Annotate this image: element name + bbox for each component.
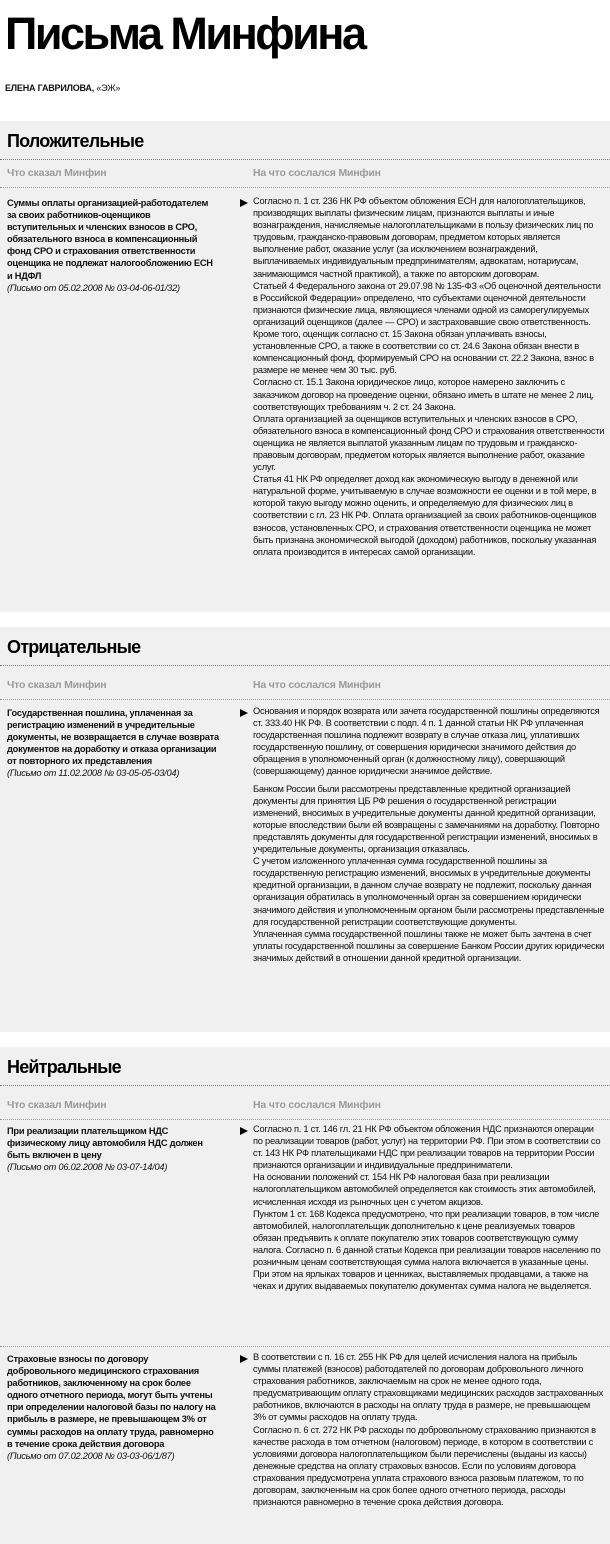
ruling-summary [7,197,219,294]
column-header-referred: На что сослался Минфин [253,1099,381,1111]
ruling-summary [7,1125,219,1173]
basis-paragraph: В соответствии с п. 16 ст. 255 НК РФ для целей исчисления налога на прибыль суммы платежей (взносов) работодателей по договорам добровольного личного страхования работников, заключаемым на срок не менее одного года, предусматривающим оплату страховщиками медицинских расходов застрахованных работников, включаются в расходы на оплату труда в размере, не превышающем 3% от суммы расходов на оплату труда. [253,1352,603,1423]
row-divider [0,1346,610,1347]
pointer-arrow-icon [240,709,248,717]
ruling-headline: Государственная пошлина, уплаченная за регистрацию изменений в учредительные документы, не возвращается в случае возврата документов на доработку и отказа организации от повторного их представления [7,708,219,767]
article-title: Письма Минфина [5,8,365,59]
basis-paragraph: Статья 41 НК РФ определяет доход как экономическую выгоду в денежной или натуральной форме, учитываемую в случае возможности ее оценки и в той мере, в которой такую выгоду можно оценить, и определяемую для физических лиц в соответствии с гл. 23 НК РФ. Оплата организацией за своих работников-оценщиков взносов, установленных СРО, и страхования ответственности оценщика не может быть признана экономической выгодой (доходом) работников, поскольку указанная оплата производится в интересах самой организации. [253,474,597,557]
basis-paragraph: С учетом изложенного уплаченная сумма государственной пошлины за государственную регистрацию изменений, вносимых в учредительные документы кредитной организации, в данном случае возврату не подлежит, поскольку данная организация обратилась в уполномоченный орган за совершением юридически значимого действия и уполномоченным органом были рассмотрены представленные для государственной регистрации соответствующие документы. [253,856,605,927]
row-divider [0,699,610,700]
column-header-said: Что сказал Минфин [7,1099,107,1111]
section-divider [0,665,610,666]
ruling-basis [253,195,605,558]
basis-paragraph: Статьей 4 Федерального закона от 29.07.98 № 135-ФЗ «Об оценочной деятельности в Российской Федерации» определено, что субъектами оценочной деятельности признаются физические лица, являющиеся членами одной из саморегулируемых организаций оценщиков (далее — СРО) и застраховавшие свою ответственность. Кроме того, оценщик согласно ст. 15 Закона обязан уплачивать взносы, установленные СРО, а также в соответствии со ст. 24.6 Закона обязан внести в компенсационный фонд, формируемый СРО на основании ст. 22.2 Закона, взнос в размере не менее чем 30 тыс. руб. [253,280,601,376]
ruling-letter-reference: (Письмо от 07.02.2008 № 03-03-06/1/87) [7,1450,175,1461]
section-neutral [0,1047,610,1544]
basis-paragraph: На основании положений ст. 154 НК РФ налоговая база при реализации налогоплательщиком автомобилей определяется как стоимость этих автомобилей, исчисленная исходя из рыночных цен с учетом акцизов. [253,1172,596,1207]
section-title: Отрицательные [7,637,141,657]
section-title: Положительные [7,131,144,151]
ruling-summary [7,1353,219,1462]
ruling-headline: Суммы оплаты организацией-работодателем за своих работников-оценщиков вступительных и членских взносов в СРО, обязательного взноса в компенсационный фонд СРО и страхования ответственности оценщика не подлежат налогообложению ЕСН и НДФЛ [7,198,213,281]
section-positive [0,121,610,612]
author-source: «ЭЖ» [96,83,121,93]
pointer-arrow-icon [240,1355,248,1363]
basis-paragraph: Оплата организацией за оценщиков вступительных и членских взносов в СРО, обязательного взноса в компенсационный фонд СРО и страхования ответственности оценщика не является выплатой указанным лицам по трудовым и гражданско-правовым договорам, предметом которых является выполнение работ, оказание услуг. [253,413,605,473]
ruling-basis [253,1123,605,1292]
basis-paragraph: Банком России были рассмотрены представленные кредитной организацией документы для принятия ЦБ РФ решения о государственной регистрации изменений, вносимых в учредительные документы данной кредитной организации, которые впоследствии были ей возвращены с замечаниями на доработку. Повторно представлять документы для государственной регистрации изменений, вносимых в учредительные документы, организация отказалась. [253,783,600,855]
column-header-referred: На что сослался Минфин [253,679,381,691]
basis-paragraph: Согласно п. 1 ст. 236 НК РФ объектом обложения ЕСН для налогоплательщиков, производящих выплаты физическим лицам, признаются выплаты и иные вознаграждения, начисляемые налогоплательщиками в пользу физических лиц по трудовым, гражданско-правовым договорам, предметом которых является выполнение работ, оказание услуг (за исключением вознаграждений, выплачиваемых индивидуальным предпринимателям, адвокатам, нотариусам, занимающимся частной практикой), а также по авторским договорам. [253,196,594,279]
article-byline [5,83,120,93]
ruling-headline: Страховые взносы по договору добровольного медицинского страхования работников, заключенному на срок более одного отчетного периода, могут быть учтены при определении налоговой базы по налогу на прибыль в размере, не превышающем 3% от суммы расходов на оплату труда, равномерно в течение срока действия договора [7,1354,216,1449]
ruling-letter-reference: (Письмо от 11.02.2008 № 03-05-05-03/04) [7,768,180,779]
column-header-referred: На что сослался Минфин [253,167,381,179]
row-divider [0,1119,610,1120]
basis-paragraph: Согласно п. 6 ст. 272 НК РФ расходы по добровольному страхованию признаются в качестве расхода в том отчетном (налоговом) периоде, в котором в соответствии с условиями договора налогоплательщиком были перечислены (выданы из кассы) денежные средства на оплату страховых взносов. Если по условиям договора страхования предусмотрена уплата страхового взноса разовым платежом, то по договорам, заключенным на срок более одного отчетного периода, расходы признаются равномерно в течение срока действия договора. [253,1424,596,1508]
section-title: Нейтральные [7,1057,121,1077]
pointer-arrow-icon [240,199,248,207]
column-header-said: Что сказал Минфин [7,679,107,691]
basis-paragraph: Основания и порядок возврата или зачета государственной пошлины определяются ст. 333.40 НК РФ. В соответствии с подп. 4 п. 1 данной статьи НК РФ уплаченная государственная пошлина подлежит возврату в случае отказа лиц, уплативших государственную пошлину, от совершения юридически значимого действия до обращения в уполномоченный орган (к должностному лицу), совершающий (совершающему) данное юридически значимое действие. [253,706,600,777]
author-name: ЕЛЕНА ГАВРИЛОВА, [5,83,94,93]
basis-paragraph: Уплаченная сумма государственной пошлины также не может быть зачтена в счет уплаты государственной пошлины за совершение Банком России других юридически значимых действий в отношении данной кредитной организации. [253,928,605,963]
basis-paragraph: Пунктом 1 ст. 168 Кодекса предусмотрено, что при реализации товаров, в том числе автомобилей, налогоплательщик дополнительно к цене реализуемых товаров обязан предъявить к оплате покупателю этих товаров соответствующую сумму налога. Согласно п. 6 данной статьи Кодекса при реализации товаров населению по розничным ценам соответствующая сумма налога включается в указанные цены. При этом на ярлыках товаров и ценниках, выставляемых продавцами, а также на чеках и других выдаваемых покупателю документах сумма налога не выделяется. [253,1208,601,1292]
row-divider [0,187,610,188]
column-header-said: Что сказал Минфин [7,167,107,179]
section-divider [0,1085,610,1086]
basis-paragraph: Согласно п. 1 ст. 146 гл. 21 НК РФ объектом обложения НДС признаются операции по реализации товаров (работ, услуг) на территории РФ. При этом в соответствии со ст. 143 НК РФ плательщиками НДС при реализации товаров на территории России признаются организации и индивидуальные предприниматели. [253,1124,601,1171]
section-negative [0,627,610,1032]
ruling-basis [253,705,605,964]
pointer-arrow-icon [240,1127,248,1135]
ruling-summary [7,707,219,780]
basis-paragraph: Согласно ст. 15.1 Закона юридическое лицо, которое намерено заключить с заказчиком договор на проведение оценки, обязано иметь в штате не менее 2 лиц, соответствующих требованиям ч. 2 ст. 24 Закона. [253,377,594,412]
ruling-headline: При реализации плательщиком НДС физическому лицу автомобиля НДС должен быть включен в цену [7,1126,203,1161]
ruling-basis [253,1351,605,1508]
section-divider [0,159,610,160]
ruling-letter-reference: (Письмо от 06.02.2008 № 03-07-14/04) [7,1162,168,1173]
ruling-letter-reference: (Письмо от 05.02.2008 № 03-04-06-01/32) [7,282,180,293]
